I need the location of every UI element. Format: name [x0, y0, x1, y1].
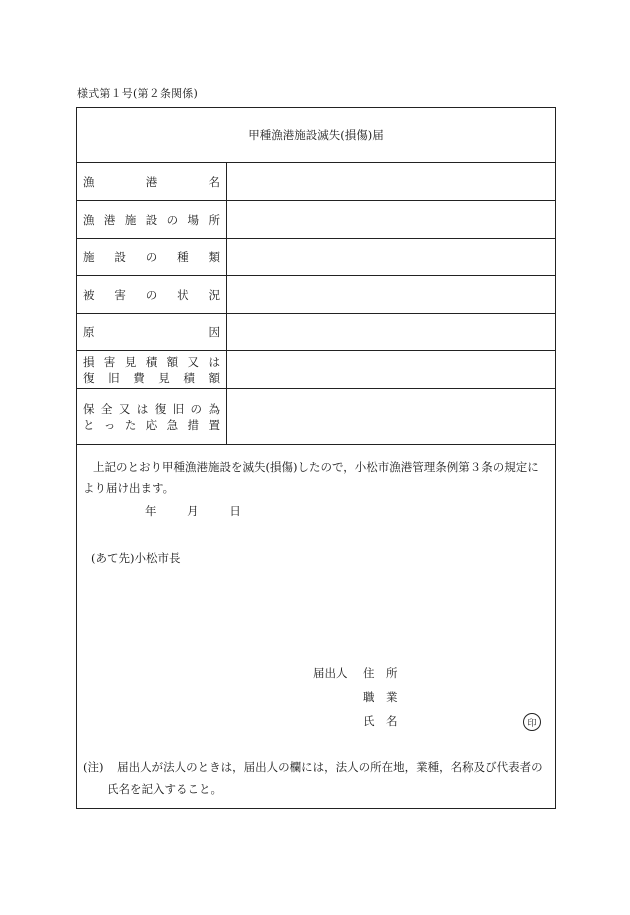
form-title: 甲種漁港施設滅失(損傷)届 [77, 108, 555, 163]
label-char: 設 [145, 212, 158, 227]
label-char: 額 [166, 354, 179, 369]
name-label: 氏 名 [363, 714, 398, 728]
row-value-field[interactable] [227, 351, 555, 388]
label-char: 名 [208, 174, 220, 189]
label-char: は [208, 354, 220, 369]
row-value-field[interactable] [227, 314, 555, 350]
label-char: 被 [83, 287, 95, 302]
form-row [77, 201, 555, 239]
label-char: 因 [208, 325, 220, 339]
label-char: 額 [208, 370, 220, 385]
label-char: 又 [187, 354, 200, 369]
note-line-1: 届出人が法人のときは，届出人の欄には，法人の所在地，業種，名称及び代表者の [117, 760, 543, 774]
applicant-heading: 届出人 [313, 666, 348, 680]
label-char: 旧 [108, 370, 120, 385]
row-label [77, 239, 227, 275]
label-char: 況 [208, 287, 220, 302]
form-row [77, 314, 555, 351]
label-line [83, 354, 220, 370]
label-line [83, 174, 220, 190]
row-label [77, 201, 227, 238]
label-char: の [190, 401, 203, 416]
label-char: の [145, 287, 158, 302]
label-line [83, 324, 220, 340]
address-label: 住 所 [363, 666, 398, 680]
row-label [77, 389, 227, 444]
label-char: は [136, 401, 149, 416]
form-row [77, 163, 555, 201]
declaration-area [77, 445, 555, 808]
form-number: 様式第１号(第２条関係) [77, 87, 198, 100]
label-char: 施 [124, 212, 137, 227]
label-char: と [83, 417, 95, 432]
row-value-field[interactable] [227, 239, 555, 275]
label-char: 保 [83, 401, 95, 416]
label-char: 漁 [83, 212, 95, 227]
form-row [77, 276, 555, 314]
label-char: 又 [118, 401, 131, 416]
label-char: 害 [103, 354, 116, 369]
label-char: 積 [145, 354, 158, 369]
label-char: 原 [83, 325, 95, 339]
label-line [83, 249, 220, 265]
label-char: 見 [158, 370, 170, 385]
label-char: 港 [103, 212, 116, 227]
label-line [83, 417, 220, 433]
label-char: 施 [83, 250, 95, 264]
label-char: 種 [177, 250, 189, 264]
label-char: 旧 [172, 401, 185, 416]
label-char: 復 [83, 370, 95, 385]
label-char: 積 [183, 370, 195, 385]
label-char: 費 [133, 370, 145, 385]
label-char: 復 [154, 401, 167, 416]
occupation-label: 職 業 [363, 690, 398, 704]
label-char: 置 [208, 417, 220, 432]
label-char: 見 [124, 354, 137, 369]
label-line [83, 212, 220, 228]
label-char: 所 [208, 212, 220, 227]
label-char: た [124, 417, 137, 432]
label-char: 全 [100, 401, 113, 416]
label-char: 漁 [83, 174, 95, 189]
label-char: 設 [114, 250, 126, 264]
label-char: 類 [208, 250, 220, 264]
label-char: 急 [166, 417, 179, 432]
row-label [77, 351, 227, 388]
label-char: 害 [114, 287, 126, 302]
form-row [77, 239, 555, 276]
label-char: の [166, 212, 179, 227]
row-label [77, 276, 227, 313]
label-line [83, 370, 220, 386]
date-line [145, 503, 268, 519]
row-value-field[interactable] [227, 389, 555, 444]
label-char: 応 [145, 417, 158, 432]
date-day: 日 [229, 504, 241, 518]
label-char: 損 [83, 354, 95, 369]
row-value-field[interactable] [227, 163, 555, 200]
label-line [83, 287, 220, 303]
addressee: (あて先)小松市長 [91, 551, 181, 565]
footnote [83, 756, 549, 800]
form-row [77, 351, 555, 389]
form-row [77, 389, 555, 445]
label-line [83, 401, 220, 417]
label-char: 港 [145, 174, 158, 189]
label-char: 場 [187, 212, 200, 227]
note-prefix: (注) [83, 760, 104, 774]
date-year: 年 [145, 504, 157, 518]
notification-form [76, 107, 556, 809]
row-value-field[interactable] [227, 201, 555, 238]
label-char: 状 [177, 287, 189, 302]
row-label [77, 314, 227, 350]
row-label [77, 163, 227, 200]
label-char: っ [103, 417, 116, 432]
row-value-field[interactable] [227, 276, 555, 313]
label-char: 為 [208, 401, 220, 416]
date-month: 月 [187, 504, 199, 518]
seal-mark: 印 [523, 713, 541, 731]
note-line-2: 氏名を記入すること。 [107, 782, 222, 796]
label-char: の [145, 250, 158, 264]
declaration-text: 上記のとおり甲種漁港施設を滅失(損傷)したので，小松市漁港管理条例第３条の規定により届け出ます。 [83, 460, 539, 495]
label-char: 措 [187, 417, 200, 432]
